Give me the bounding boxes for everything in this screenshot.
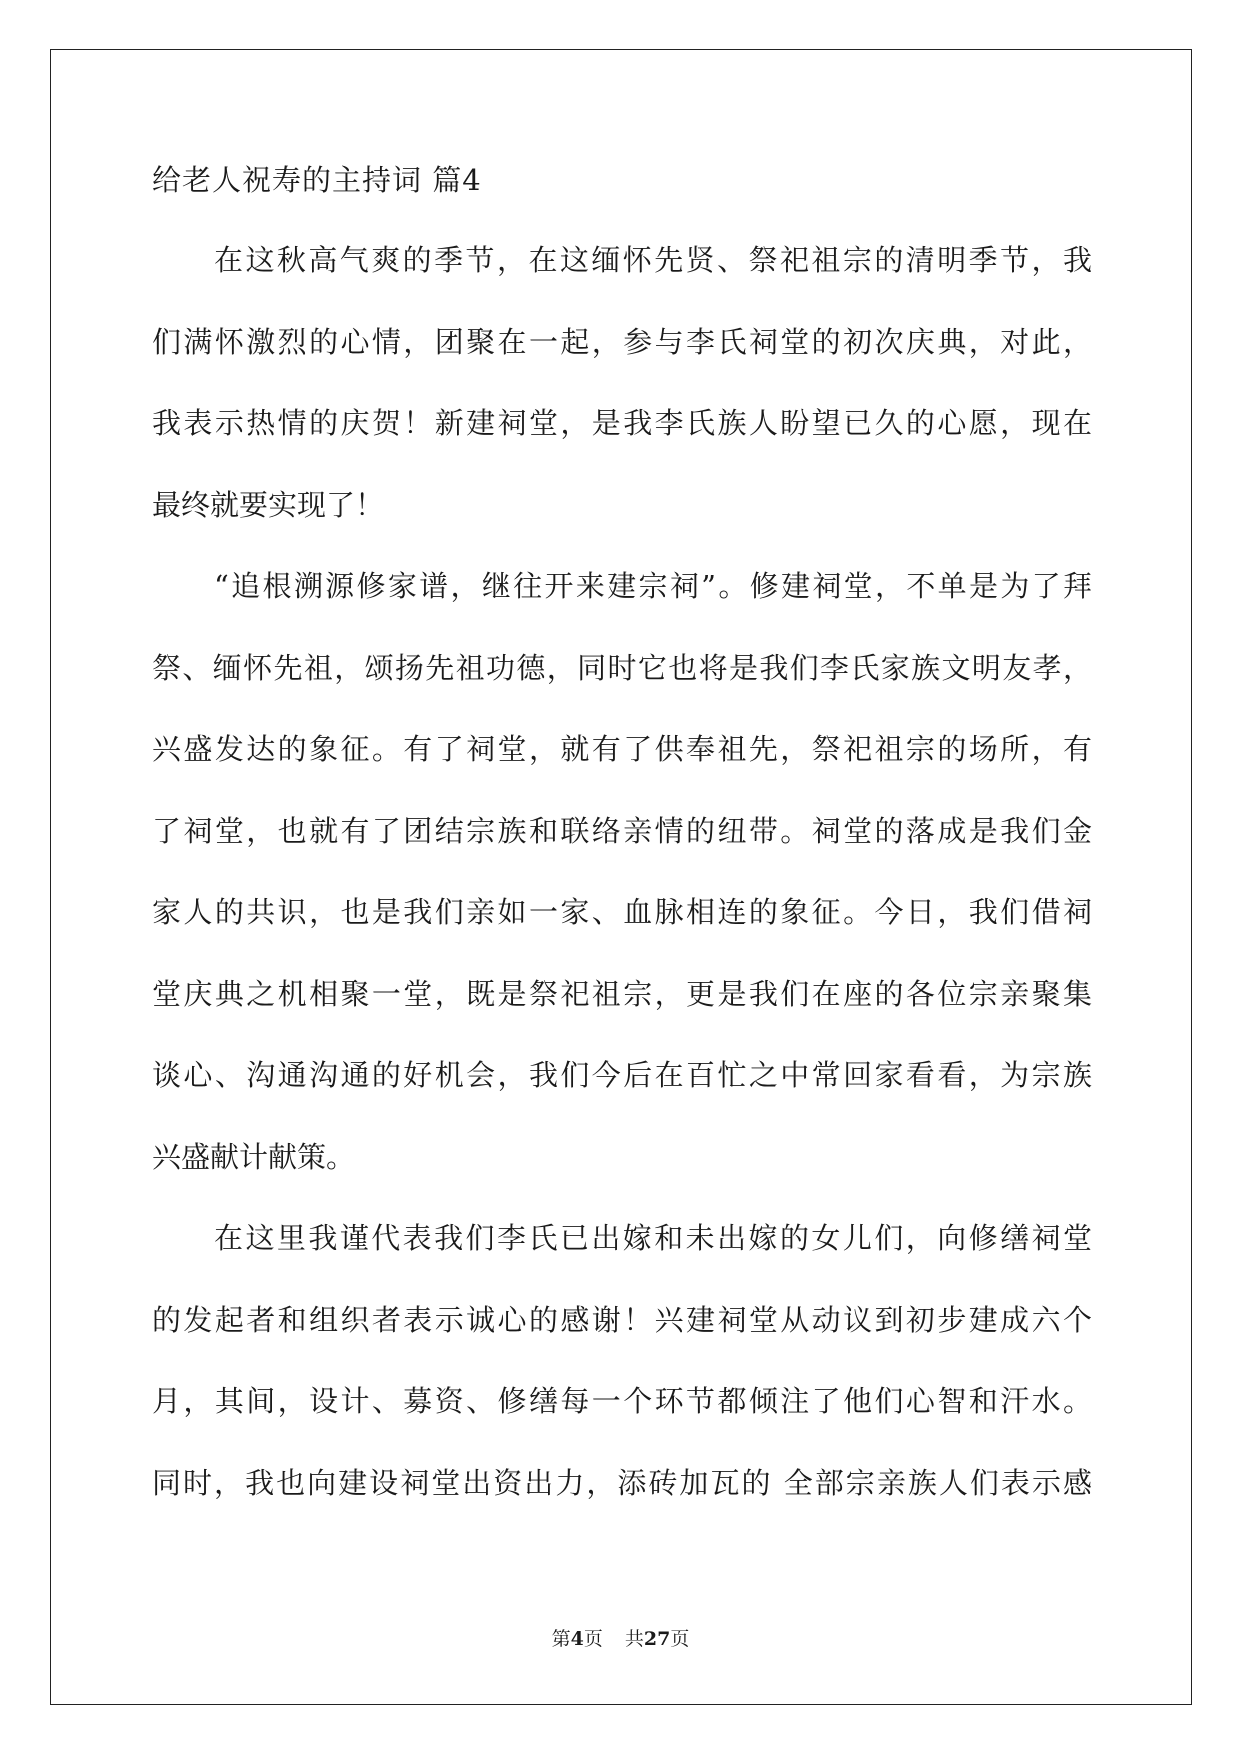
footer-page-number: 4 bbox=[570, 1628, 584, 1650]
paragraph-line: “追根溯源修家谱，继往开来建宗祠”。修建祠堂，不单是为了拜 bbox=[214, 569, 1092, 603]
page-footer bbox=[0, 1624, 1241, 1651]
footer-total-pages: 27 bbox=[643, 1628, 671, 1650]
paragraph-line: 堂庆典之机相聚一堂，既是祭祀祖宗，更是我们在座的各位宗亲聚集 bbox=[152, 976, 1092, 1011]
paragraph-line: 在这秋高气爽的季节，在这缅怀先贤、祭祀祖宗的清明季节，我 bbox=[214, 243, 1092, 277]
paragraph-line: 在这里我谨代表我们李氏已出嫁和未出嫁的女儿们，向修缮祠堂 bbox=[214, 1221, 1092, 1255]
paragraph-1 bbox=[152, 240, 1092, 566]
paragraph-line: 们满怀激烈的心情，团聚在一起，参与李氏祠堂的初次庆典，对此， bbox=[152, 324, 1092, 359]
paragraph-3 bbox=[152, 1218, 1092, 1544]
footer-total-prefix: 共 bbox=[624, 1628, 644, 1650]
footer-total-suffix: 页 bbox=[670, 1628, 690, 1650]
paragraph-line: 家人的共识，也是我们亲如一家、血脉相连的象征。今日，我们借祠 bbox=[152, 895, 1092, 929]
paragraph-line: 同时，我也向建设祠堂出资出力，添砖加瓦的 全部宗亲族人们表示感 bbox=[152, 1465, 1092, 1500]
paragraph-2 bbox=[152, 566, 1092, 1218]
paragraph-line: 谈心、沟通沟通的好机会，我们今后在百忙之中常回家看看，为宗族 bbox=[152, 1058, 1092, 1092]
paragraph-line: 祭、缅怀先祖，颂扬先祖功德，同时它也将是我们李氏家族文明友孝， bbox=[152, 650, 1092, 685]
paragraph-line: 的发起者和组织者表示诚心的感谢！兴建祠堂从动议到初步建成六个 bbox=[152, 1302, 1092, 1337]
paragraph-line: 最终就要实现了！ bbox=[152, 487, 385, 522]
paragraph-line: 兴盛发达的象征。有了祠堂，就有了供奉祖先，祭祀祖宗的场所，有 bbox=[152, 732, 1092, 766]
paragraph-line: 了祠堂，也就有了团结宗族和联络亲情的纽带。祠堂的落成是我们金 bbox=[152, 813, 1092, 848]
paragraph-line: 月，其间，设计、募资、修缮每一个环节都倾注了他们心智和汗水。 bbox=[152, 1384, 1092, 1418]
footer-page-suffix: 页 bbox=[583, 1628, 603, 1650]
footer-page-prefix: 第 bbox=[551, 1628, 571, 1650]
document-title: 给老人祝寿的主持词 篇4 bbox=[152, 163, 482, 197]
document-body bbox=[152, 160, 1092, 1544]
paragraph-line: 我表示热情的庆贺！新建祠堂，是我李氏族人盼望已久的心愿，现在 bbox=[152, 406, 1092, 440]
paragraph-line: 兴盛献计献策。 bbox=[152, 1139, 356, 1174]
